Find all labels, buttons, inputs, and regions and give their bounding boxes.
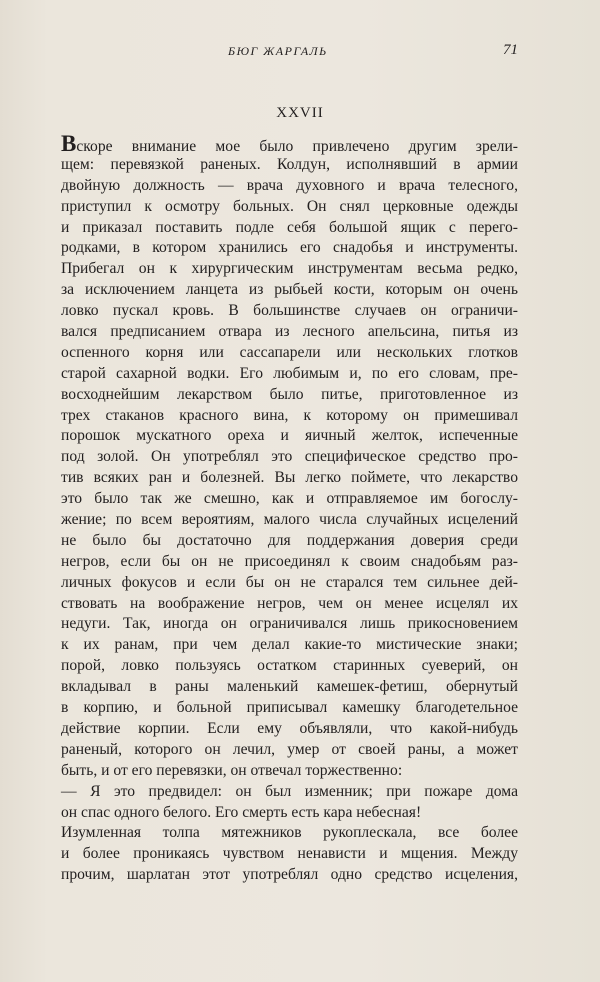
text-line: недуги. Так, иногда он ограничивался лишь прикосновением: [61, 615, 518, 633]
text-line: восходнейшим лекарством было питье, приготовленное из: [61, 385, 518, 403]
text-line: прочим, шарлатан этот употреблял одно средство исцеления,: [61, 866, 518, 884]
text-line: действие корпии. Если ему объявляли, что какой-нибудь: [61, 719, 518, 737]
text-line: жение; по всем вероятиям, малого числа случайных исцелений: [61, 511, 518, 529]
text-line: и приказал поставить подле себя большой ящик с перего-: [61, 218, 518, 236]
text-line: негров, если бы он не присоединял к своим снадобьям раз-: [61, 552, 518, 570]
text-line: под золой. Он употреблял это специфическое средство про-: [61, 448, 518, 466]
text-line: порошок мускатного ореха и яичный желток, испеченные: [61, 427, 518, 445]
text-line: не было бы достаточно для поддержания доверия среди: [61, 531, 518, 549]
text-line: [61, 131, 518, 156]
running-title: БЮГ ЖАРГАЛЬ: [228, 44, 328, 58]
text-line: двойную должность — врача духовного и врача телесного,: [61, 176, 518, 194]
text-line: щем: перевязкой раненых. Колдун, исполнявший в армии: [61, 155, 518, 173]
text-line: Прибегал он к хирургическим инструментам весьма редко,: [61, 260, 518, 278]
text-line: ловко пускал кровь. В большинстве случаев он ограничи-: [61, 302, 518, 320]
page-number: 71: [503, 42, 518, 58]
text-line: быть, и от его перевязки, он отвечал торжественно:: [61, 761, 403, 779]
drop-cap: В: [61, 131, 77, 156]
text-line: к их ранам, при чем делал какие-то мистические знаки;: [61, 636, 518, 654]
text-line-rest: скоре внимание мое было привлечено другим зрели-: [76, 138, 518, 155]
text-line: личных фокусов и если бы он не старался тем сильнее дей-: [61, 573, 518, 591]
text-line: это было так же смешно, как и отправляемое им богослу-: [61, 490, 518, 508]
text-line: раненый, которого он лечил, умер от своей раны, а может: [61, 740, 518, 758]
text-line: вкладывал в раны маленький камешек-фетиш, обернутый: [61, 678, 518, 696]
text-line: в корпию, и больной приписывал камешку благодетельное: [61, 699, 518, 717]
text-line: он спас одного белого. Его смерть есть кара небесная!: [61, 803, 422, 821]
body-text: [61, 131, 518, 886]
text-line: вался предписанием отвара из лесного апельсина, питья из: [61, 323, 518, 341]
text-line: приступил к осмотру больных. Он снял церковные одежды: [61, 197, 518, 215]
text-line: за исключением ланцета из рыбьей кости, которым он очень: [61, 281, 518, 299]
text-line: тив всяких ран и болезней. Вы легко поймете, что лекарство: [61, 469, 518, 487]
text-line: ствовать на воображение негров, чем он менее исцелял их: [61, 594, 518, 612]
text-line: порой, ловко пользуясь остатком старинных суеверий, он: [61, 657, 518, 675]
text-line: оспенного корня или сассапарели или нескольких глотков: [61, 343, 518, 361]
paragraph-start-line: Изумленная толпа мятежников рукоплескала, все более: [61, 824, 518, 842]
text-line: трех стаканов красного вина, к которому он примешивал: [61, 406, 518, 424]
text-line: родками, в котором хранились его снадобья и инструменты.: [61, 239, 518, 257]
running-head: [0, 44, 600, 64]
chapter-number: XXVII: [276, 105, 324, 121]
dialogue-line: — Я это предвидел: он был изменник; при пожаре дома: [61, 782, 518, 800]
text-line: старой сахарной водки. Его любимым и, по его словам, пре-: [61, 364, 518, 382]
text-line: и более проникаясь чувством ненависти и мщения. Между: [61, 845, 518, 863]
